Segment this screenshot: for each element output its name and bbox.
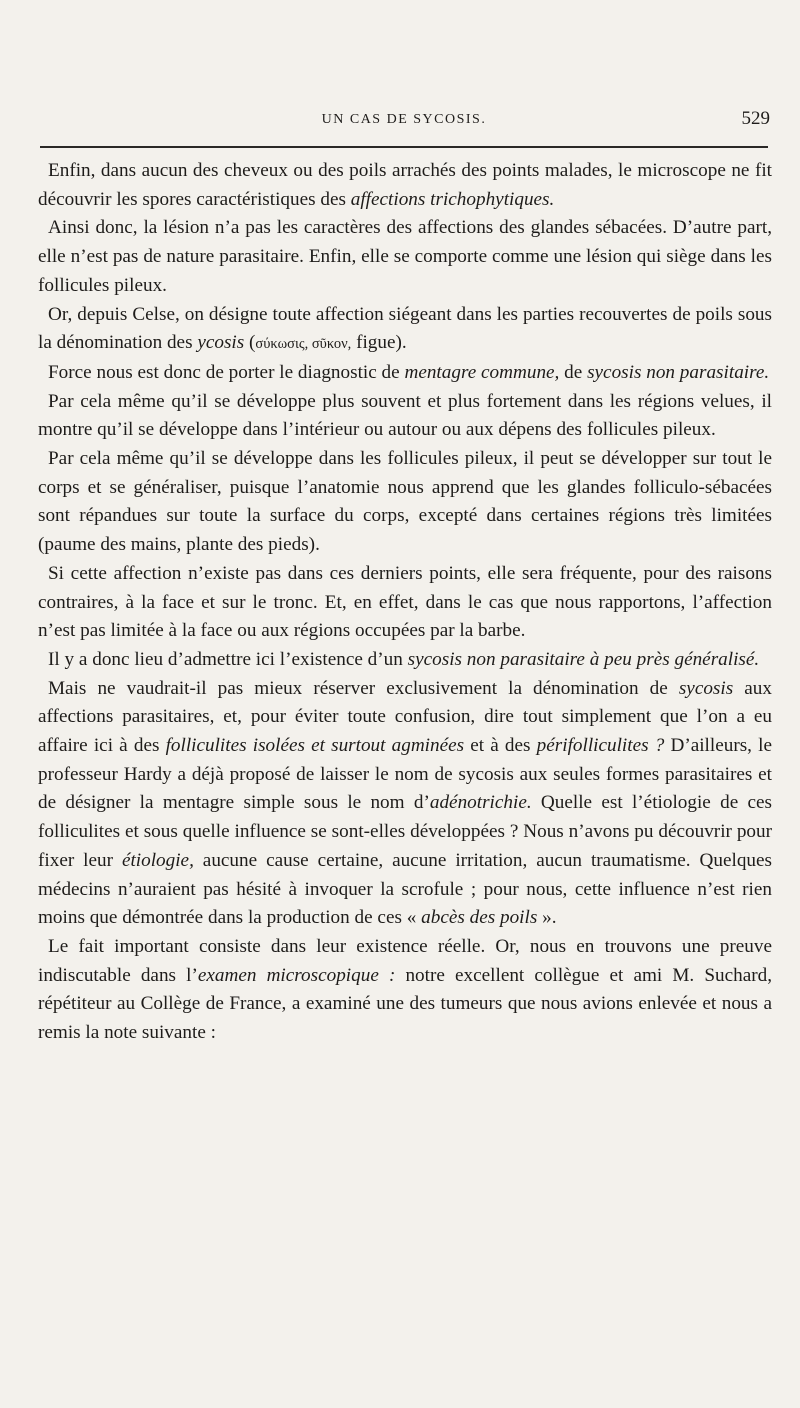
text-run: Mais ne vaudrait-il pas mieux réserver exclusivement la dénomination de xyxy=(48,677,679,699)
text-run: Par cela même qu’il se développe plus souvent et plus fortement dans les régions velues, il montre qu’il se développe dans l’intérieur ou autour ou aux dépens des follicules pileux. xyxy=(38,390,772,441)
italic-text: sycosis xyxy=(678,677,734,699)
paragraph xyxy=(38,675,772,933)
text-run: notre excellent collègue et ami M. Suchard, répétiteur au Collège de France, a examiné une des tumeurs que nous avions enlevée et nous a remis la note suivante : xyxy=(38,964,772,1044)
italic-text: sycosis non parasitaire à peu près généralisé. xyxy=(407,648,760,670)
text-run: Force nous est donc de porter le diagnostic de xyxy=(48,361,405,383)
paragraph xyxy=(38,388,772,445)
text-run: Ainsi donc, la lésion n’a pas les caractères des affections des glandes sébacées. D’autre part, elle n’est pas de nature parasitaire. Enfin, elle se comporte comme une lésion qui siège dans les follicules pileux. xyxy=(38,217,772,296)
paragraph xyxy=(38,157,772,214)
text-run: aux affections parasitaires, et, pour éviter toute confusion, dire tout simplement que l’on a eu affaire ici à des xyxy=(38,677,772,757)
italic-text: périfolliculites ? xyxy=(536,735,665,757)
paragraph xyxy=(38,445,772,560)
text-run: de xyxy=(559,361,588,383)
paragraph xyxy=(38,301,772,359)
header-rule xyxy=(40,146,768,148)
text-run: et à des xyxy=(464,735,537,757)
italic-text: abcès des poils xyxy=(421,907,538,929)
text-run: Enfin, dans aucun des cheveux ou des poils arrachés des points malades, le microscope ne fit découvrir les spores caractéristiques des xyxy=(38,160,772,210)
paragraph xyxy=(38,359,772,388)
text-run: ». xyxy=(537,907,557,929)
paragraph xyxy=(38,560,772,646)
text-run: Il y a donc lieu d’admettre ici l’existence d’un xyxy=(48,648,408,670)
greek-text: σύκωσις, σῦκον, xyxy=(255,336,352,353)
text-run: Le fait important consiste dans leur existence réelle. Or, nous en trouvons une preuve indiscutable dans l’ xyxy=(38,935,772,986)
page-number: 529 xyxy=(741,108,770,129)
text-run: D’ailleurs, le professeur Hardy a déjà proposé de laisser le nom de sycosis aux seules formes parasitaires et de désigner la mentagre simple sous le nom d’ xyxy=(38,735,772,814)
text-run: Quelle est l’étiologie de ces folliculites et sous quelle influence se sont-elles développées ? Nous n’avons pu découvrir pour fixer leur xyxy=(38,792,772,871)
text-run: figue). xyxy=(351,332,407,354)
paragraph xyxy=(38,933,772,1048)
text-run: Or, depuis Celse, on désigne toute affection siégeant dans les parties recouvertes de poils sous la dénomination des xyxy=(38,303,772,354)
italic-text: examen microscopique : xyxy=(197,964,396,986)
italic-text: mentagre commune, xyxy=(404,361,560,383)
paragraph xyxy=(38,646,772,675)
paragraph xyxy=(38,214,772,300)
italic-text: folliculites isolées et surtout agminées xyxy=(165,735,465,757)
italic-text: sycosis non parasitaire. xyxy=(587,361,770,383)
italic-text: étiologie, xyxy=(121,849,194,871)
page-header xyxy=(38,108,770,138)
text-run: ( xyxy=(244,332,256,354)
text-run: Si cette affection n’existe pas dans ces derniers points, elle sera fréquente, pour des raisons contraires, à la face et sur le tronc. Et, en effet, dans le cas que nous rapportons, l’affection n’est pas limitée à la face ou aux régions occupées par la barbe. xyxy=(38,562,772,642)
italic-text: adénotrichie. xyxy=(429,792,532,814)
text-run: Par cela même qu’il se développe dans les follicules pileux, il peut se développer sur tout le corps et se généraliser, puisque l’anatomie nous apprend que les glandes folliculo-sébacées sont répandues sur toute la surface du corps, excepté dans certaines régions très limitées (paume des mains, plante des pieds). xyxy=(38,448,772,556)
italic-text: affections trichophytiques. xyxy=(350,188,555,210)
running-title: UN CAS DE SYCOSIS. xyxy=(321,112,487,127)
italic-text: ycosis xyxy=(197,332,245,354)
text-run: aucune cause certaine, aucune irritation, aucun traumatisme. Quelques médecins n’auraient pas hésité à invoquer la scrofule ; pour nous, cette influence n’est rien moins que démontrée dans la production de ces « xyxy=(38,849,772,929)
body-text xyxy=(38,157,772,1048)
